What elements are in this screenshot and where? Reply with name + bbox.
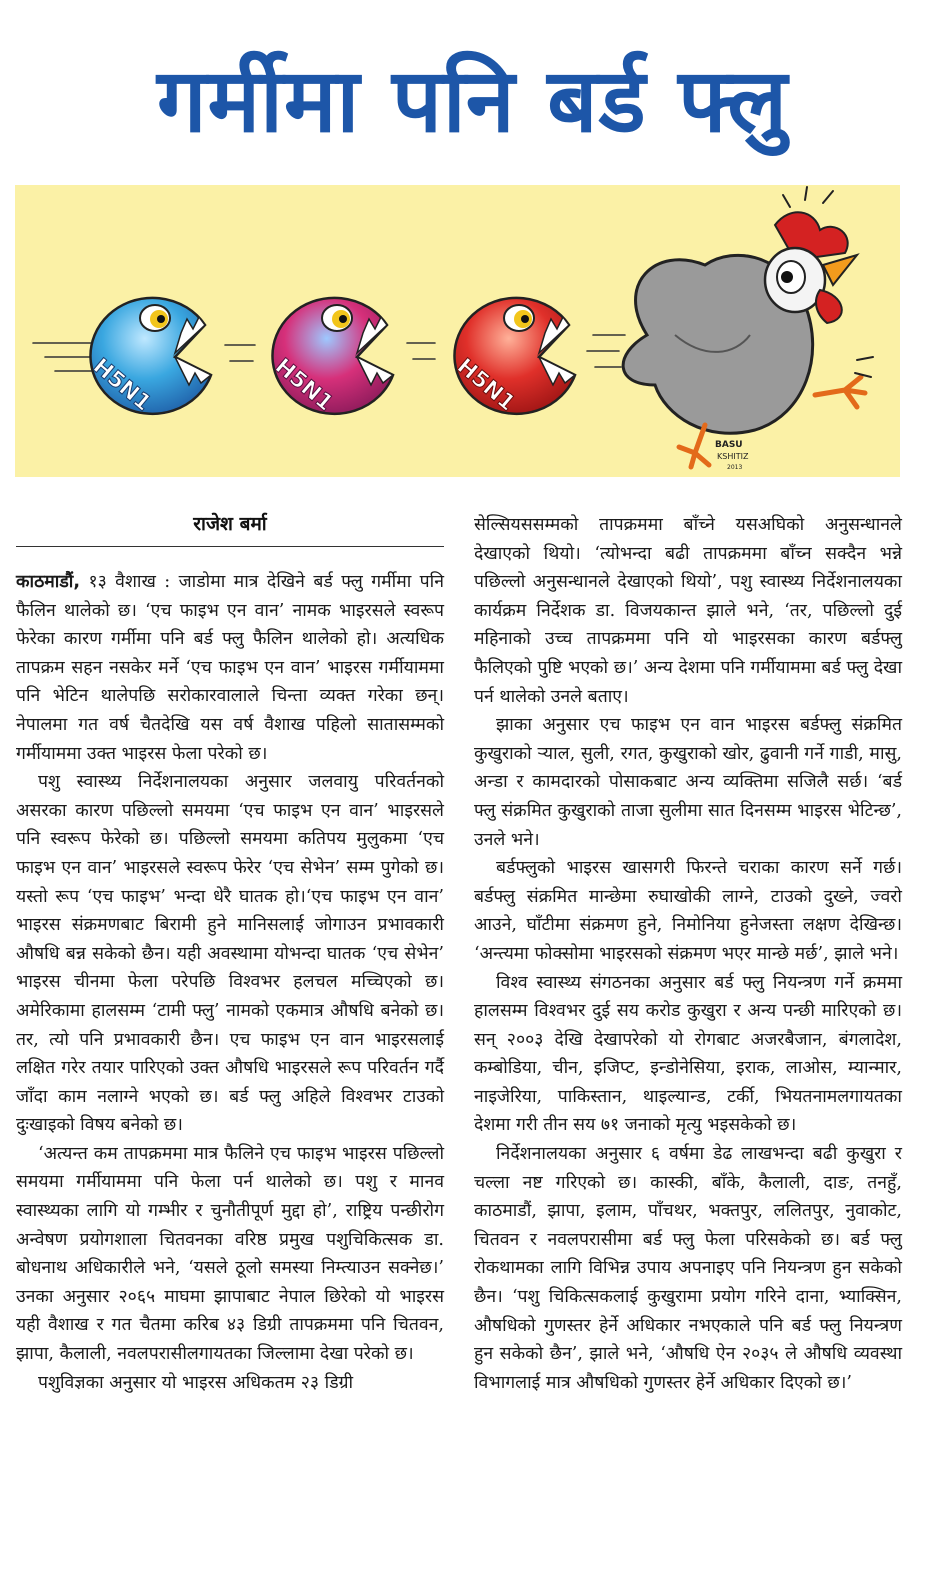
paragraph-text: १३ वैशाख : जाडोमा मात्र देखिने बर्ड फ्लु गर्मीमा पनि फैलिन थालेको छ। ‘एच फाइभ एन वान’ नामक भाइरसले स्वरूप फेरेका कारण गर्मीमा पनि बर्ड फ्लु फैलिन थालेको हो। अत्यधिक तापक्रम सहन नसकेर मर्ने ‘एच फाइभ एन वान’ भाइरस गर्मीयाममा पनि भेटिन थालेपछि सरोकारवालाले चिन्ता व्यक्त गरेका छन्। नेपालमा गत वर्ष चैतदेखि यस वर्ष वैशाख पहिलो सातासम्मको गर्मीयाममा उक्त भाइरस फेला परेको छ। — [16, 572, 444, 764]
byline-divider — [16, 546, 444, 547]
article-paragraph: पशुविज्ञका अनुसार यो भाइरस अधिकतम २३ डिग्री — [38, 1372, 354, 1393]
article-column-right — [474, 511, 902, 1397]
svg-text:BASU: BASU — [715, 440, 743, 450]
virus-pacman-magenta — [270, 298, 393, 417]
virus-pacman-blue — [88, 298, 211, 417]
svg-text:KSHITIZ: KSHITIZ — [717, 452, 749, 461]
virus-label: H5N1 — [87, 353, 156, 417]
dateline: काठमाडौं, — [16, 572, 81, 592]
article-paragraph — [16, 568, 444, 768]
virus-label: H5N1 — [451, 353, 520, 417]
chicken-running — [623, 187, 873, 467]
cartoon-illustration — [15, 185, 900, 477]
article-paragraph: बर्डफ्लुको भाइरस खासगरी फिरन्ते चराका कारण सर्ने गर्छ। बर्डफ्लु संक्रमित मान्छेमा रुघाखोकी लाग्ने, टाउको दुख्ने, ज्वरो आउने, घाँटीमा संक्रमण हुने, निमोनिया हुनेजस्ता लक्षण देखिन्छ। ‘अन्त्यमा फोक्सोमा भाइरसको संक्रमण भएर मान्छे मर्छ’, झाले भने। — [474, 858, 902, 964]
article-paragraph: निर्देशनालयका अनुसार ६ वर्षमा डेढ लाखभन्दा बढी कुखुरा र चल्ला नष्ट गरिएको छ। कास्की, बाँके, कैलाली, दाङ, तनहुँ, काठमाडौं, झापा, इलाम, पाँचथर, भक्तपुर, ललितपुर, नुवाकोट, चितवन र नवलपरासीमा बर्ड फ्लु फेला परिसकेको छ। बर्ड फ्लु रोकथामका लागि विभिन्न उपाय अपनाइए पनि नियन्त्रण हुन सकेको छैन। ‘पशु चिकित्सकलाई कुखुरामा प्रयोग गरिने दाना, भ्याक्सिन, औषधिको गुणस्तर हेर्ने अधिकार नभएकाले पनि बर्ड फ्लु नियन्त्रण हुन सकेको छैन’, झाले भने, ‘औषधि ऐन २०३५ ले औषधि व्यवस्था विभागलाई मात्र औषधिको गुणस्तर हेर्ने अधिकार दिएको छ।’ — [474, 1144, 902, 1393]
article-paragraph: सेल्सियससम्मको तापक्रममा बाँच्ने यसअघिको अनुसन्धानले देखाएको थियो। ‘त्योभन्दा बढी तापक्रममा बाँच्न सक्दैन भन्ने पछिल्लो अनुसन्धानले देखाएको थियो’, पशु स्वास्थ्य निर्देशनालयका कार्यक्रम निर्देशक डा. विजयकान्त झाले भने, ‘तर, पछिल्लो दुई महिनाको उच्च तापक्रममा पनि यो भाइरसका कारण बर्डफ्लु फैलिएको पुष्टि भएको छ।’ अन्य देशमा पनि गर्मीयाममा बर्ड फ्लु देखा पर्न थालेको उनले बताए। — [474, 515, 902, 707]
article-paragraph: विश्व स्वास्थ्य संगठनका अनुसार बर्ड फ्लु नियन्त्रण गर्ने क्रममा हालसम्म विश्वभर दुई सय करोड कुखुरा र अन्य पन्छी मारिएको छ। सन् २००३ देखि देखापरेको यो रोगबाट अजरबैजान, बंगलादेश, कम्बोडिया, चीन, इजिप्ट, इन्डोनेसिया, इराक, लाओस, म्यान्मार, नाइजेरिया, पाकिस्तान, थाइल्यान्ड, टर्की, भियतनामलगायतका देशमा गरी तीन सय ७१ जनाको मृत्यु भइसकेको छ। — [474, 972, 902, 1136]
article-paragraph: पशु स्वास्थ्य निर्देशनालयका अनुसार जलवायु परिवर्तनको असरका कारण पछिल्लो समयमा ‘एच फाइभ एन वान’ भाइरसले पनि स्वरूप फेरेको छ। पछिल्लो समयमा कतिपय मुलुकमा ‘एच फाइभ एन वान’ भाइरसले स्वरूप फेरेर ‘एच सेभेन’ सम्म पुगेको छ। यस्तो रूप ‘एच फाइभ’ भन्दा धेरै घातक हो।‘एच फाइभ एन वान’ भाइरस संक्रमणबाट बिरामी हुने मानिसलाई जोगाउन प्रभावकारी औषधि बन्न सकेको छैन। यही अवस्थामा योभन्दा घातक ‘एच सेभेन’ भाइरस चीनमा फेला परेपछि विश्वभर हलचल मच्चिएको छ। अमेरिकामा हालसम्म ‘टामी फ्लु’ नामको एकमात्र औषधि बनेको छ। तर, त्यो पनि प्रभावकारी छैन। एच फाइभ एन वान भाइरसलाई लक्षित गरेर तयार पारिएको उक्त औषधि भाइरसले रूप परिवर्तन गर्दै जाँदा काम नलाग्ने भएको छ। बर्ड फ्लु अहिले विश्वभर टाउको दुःखाइको विषय बनेको छ। — [16, 772, 444, 1136]
article-column-left — [16, 568, 444, 1397]
artist-signature — [715, 440, 749, 471]
article-paragraph: ‘अत्यन्त कम तापक्रममा मात्र फैलिने एच फाइभ भाइरस पछिल्लो समयमा गर्मीयाममा पनि फेला पर्न थालेको छ। पशु र मानव स्वास्थ्यका लागि यो गम्भीर र चुनौतीपूर्ण मुद्दा हो’, राष्ट्रिय पन्छीरोग अन्वेषण प्रयोगशाला चितवनका वरिष्ठ प्रमुख पशुचिकित्सक डा. बोधनाथ अधिकारीले भने, ‘यसले ठूलो समस्या निम्त्याउन सक्नेछ।’ उनका अनुसार २०६५ माघमा झापाबाट नेपाल छिरेको यो भाइरस यही वैशाख र गत चैतमा करिब ४३ डिग्री तापक्रममा पनि चितवन, झापा, कैलाली, नवलपरासीलगायतका जिल्लामा देखा परेको छ। — [16, 1143, 444, 1365]
svg-text:2013: 2013 — [727, 464, 743, 471]
headline: गर्मीमा पनि बर्ड फ्लु — [156, 49, 789, 152]
virus-pacman-red — [452, 298, 575, 417]
virus-label: H5N1 — [269, 353, 338, 417]
article-paragraph: झाका अनुसार एच फाइभ एन वान भाइरस बर्डफ्लु संक्रमित कुखुराको र्‍याल, सुली, रगत, कुखुराको खोर, ढुवानी गर्ने गाडी, मासु, अन्डा र कामदारको पोसाकबाट अन्य व्यक्तिमा सजिलै सर्छ। ‘बर्ड फ्लु संक्रमित कुखुराको ताजा सुलीमा सात दिनसम्म भाइरस भेटिन्छ’, उनले भने। — [474, 715, 902, 850]
byline: राजेश बर्मा — [193, 513, 267, 535]
